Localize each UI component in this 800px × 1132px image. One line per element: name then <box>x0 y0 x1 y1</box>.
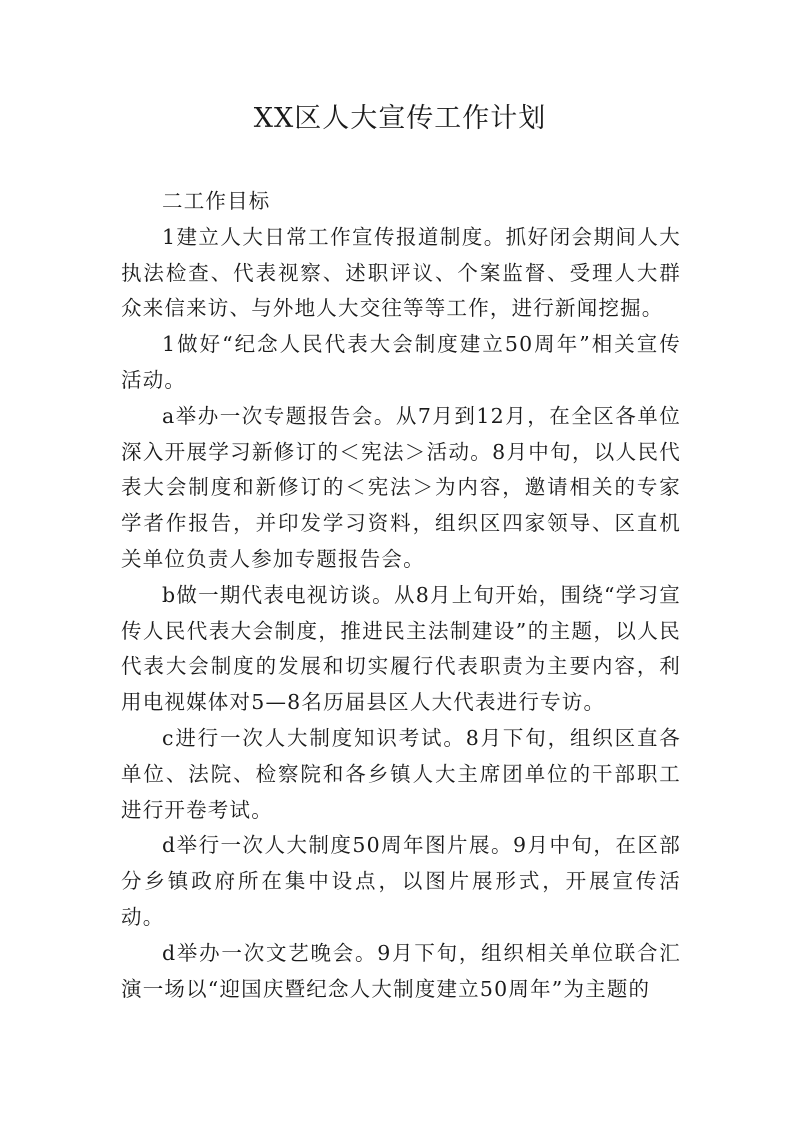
body-paragraph: 1做好“纪念人民代表大会制度建立50周年”相关宣传活动。 <box>121 332 681 392</box>
body-paragraph: c进行一次人大制度知识考试。8月下旬，组织区直各单位、法院、检察院和各乡镇人大主席团单位的干部职工进行开卷考试。 <box>121 725 681 822</box>
body-paragraph: b做一期代表电视访谈。从8月上旬开始，围绕“学习宣传人民代表大会制度，推进民主法制建设”的主题，以人民代表大会制度的发展和切实履行代表职责为主要内容，利用电视媒体对5—8名历届县区人大代表进行专访。 <box>121 582 681 715</box>
body-paragraph: d举办一次文艺晚会。9月下旬，组织相关单位联合汇演一场以“迎国庆暨纪念人大制度建立50周年”为主题的 <box>121 940 681 1001</box>
section-heading: 二工作目标 <box>162 189 271 213</box>
document-body <box>121 184 681 1007</box>
body-paragraph: 1建立人大日常工作宣传报道制度。抓好闭会期间人大执法检查、代表视察、述职评议、个案监督、受理人大群众来信来访、与外地人大交往等等工作，进行新闻挖掘。 <box>121 224 681 321</box>
body-paragraph: d举行一次人大制度50周年图片展。9月中旬，在区部分乡镇政府所在集中设点，以图片展形式，开展宣传活动。 <box>121 833 681 929</box>
body-paragraph: a举办一次专题报告会。从7月到12月，在全区各单位深入开展学习新修订的＜宪法＞活动。8月中旬，以人民代表大会制度和新修订的＜宪法＞为内容，邀请相关的专家学者作报告，并印发学习资料，组织区四家领导、区直机关单位负责人参加专题报告会。 <box>121 403 681 571</box>
document-title: XX区人大宣传工作计划 <box>253 103 547 134</box>
